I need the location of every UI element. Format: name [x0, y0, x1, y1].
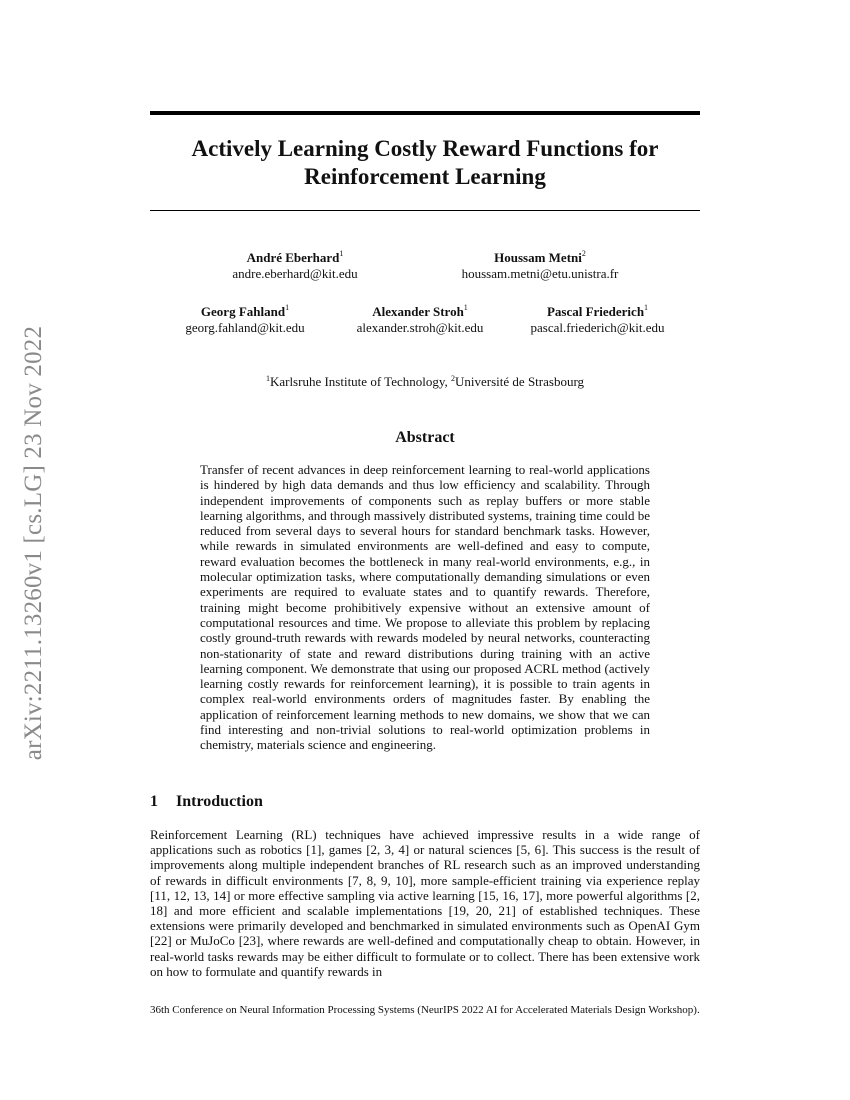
author-affil-mark: 1 [463, 303, 468, 312]
section-number: 1 [150, 793, 158, 810]
paper-title: Actively Learning Costly Reward Functions for Reinforcement Learning [191, 136, 659, 189]
author-affil-mark: 1 [644, 303, 649, 312]
affil-mark: 1 [265, 374, 270, 383]
author-affil-mark: 1 [339, 249, 344, 258]
author-email[interactable]: pascal.friederich@kit.edu [530, 320, 665, 335]
affil-name: Université de Strasbourg [455, 374, 585, 389]
author-name: Pascal Friederich [546, 304, 645, 319]
author-email[interactable]: georg.fahland@kit.edu [185, 320, 305, 335]
author-name: Alexander Stroh [372, 304, 464, 319]
author-block [340, 304, 500, 336]
affil-mark: 2 [451, 374, 456, 383]
author-email[interactable]: alexander.stroh@kit.edu [356, 320, 484, 335]
section-title: Introduction [176, 793, 263, 810]
arxiv-stamp [14, 290, 54, 795]
affiliations [150, 374, 700, 390]
abstract-heading: Abstract [395, 429, 455, 446]
author-block [170, 304, 320, 336]
author-name: André Eberhard [246, 250, 340, 265]
author-block [210, 250, 380, 282]
author-name: Houssam Metni [494, 250, 582, 265]
author-block [440, 250, 640, 282]
arxiv-stamp-text: arXiv:2211.13260v1 [cs.LG] 23 Nov 2022 [20, 325, 47, 760]
abstract-text: Transfer of recent advances in deep reinforcement learning to real-world applications is hindered by high data demands and thus low efficiency and scalability. Through independent improvements of components such as replay buffers or more stable learning algorithms, and through massively distributed systems, training time could be reduced from several days to several hours for standard benchmark tasks. However, while rewards in simulated environments are well-defined and easy to compute, reward evaluation becomes the bottleneck in many real-world environments, e.g., in molecular optimization tasks, where computationally demanding simulations or even experiments are required to evaluate states and to quantify rewards. Therefore, training might become prohibitively expensive without an extensive amount of computational resources and time. We propose to alleviate this problem by replacing costly ground-truth rewards with rewards modeled by neural networks, counteracting non-stationarity of state and reward distributions during training with an active learning component. We demonstrate that using our proposed ACRL method (actively learning costly rewards for reinforcement learning), it is possible to train agents in complex real-world environments orders of magnitudes faster. By enabling the application of reinforcement learning methods to new domains, we show that we can find interesting and non-trivial solutions to real-world optimization problems in chemistry, materials science and engineering. [200, 462, 650, 753]
title-rule-top [150, 111, 700, 115]
section-heading [150, 793, 263, 811]
introduction-text: Reinforcement Learning (RL) techniques have achieved impressive results in a wide range of applications such as robotics [1], games [2, 3, 4] or natural sciences [5, 6]. This success is the result of improvements along multiple independent branches of RL research such as an improved understanding of rewards in difficult environments [7, 8, 9, 10], more sample-efficient training via experience replay [11, 12, 13, 14] or more effective sampling via active learning [15, 16, 17], more powerful algorithms [2, 18] and more efficient and scalable implementations [19, 20, 21] of established techniques. These extensions were primarily developed and benchmarked in simulated environments such as OpenAI Gym [22] or MuJoCo [23], where rewards are well-defined and computationally cheap to obtain. However, in real-world tasks rewards may be either difficult to formulate or to collect. There has been extensive work on how to formulate and quantify rewards in [150, 827, 700, 979]
author-email[interactable]: houssam.metni@etu.unistra.fr [461, 266, 619, 281]
affil-name: Karlsruhe Institute of Technology, [269, 374, 448, 389]
conference-footnote: 36th Conference on Neural Information Processing Systems (NeurIPS 2022 AI for Accelerated Materials Design Workshop). [150, 1004, 700, 1016]
author-affil-mark: 2 [581, 249, 586, 258]
author-name: Georg Fahland [200, 304, 286, 319]
author-email[interactable]: andre.eberhard@kit.edu [232, 266, 358, 281]
author-block [515, 304, 680, 336]
author-affil-mark: 1 [285, 303, 290, 312]
title-rule-bottom [150, 210, 700, 211]
